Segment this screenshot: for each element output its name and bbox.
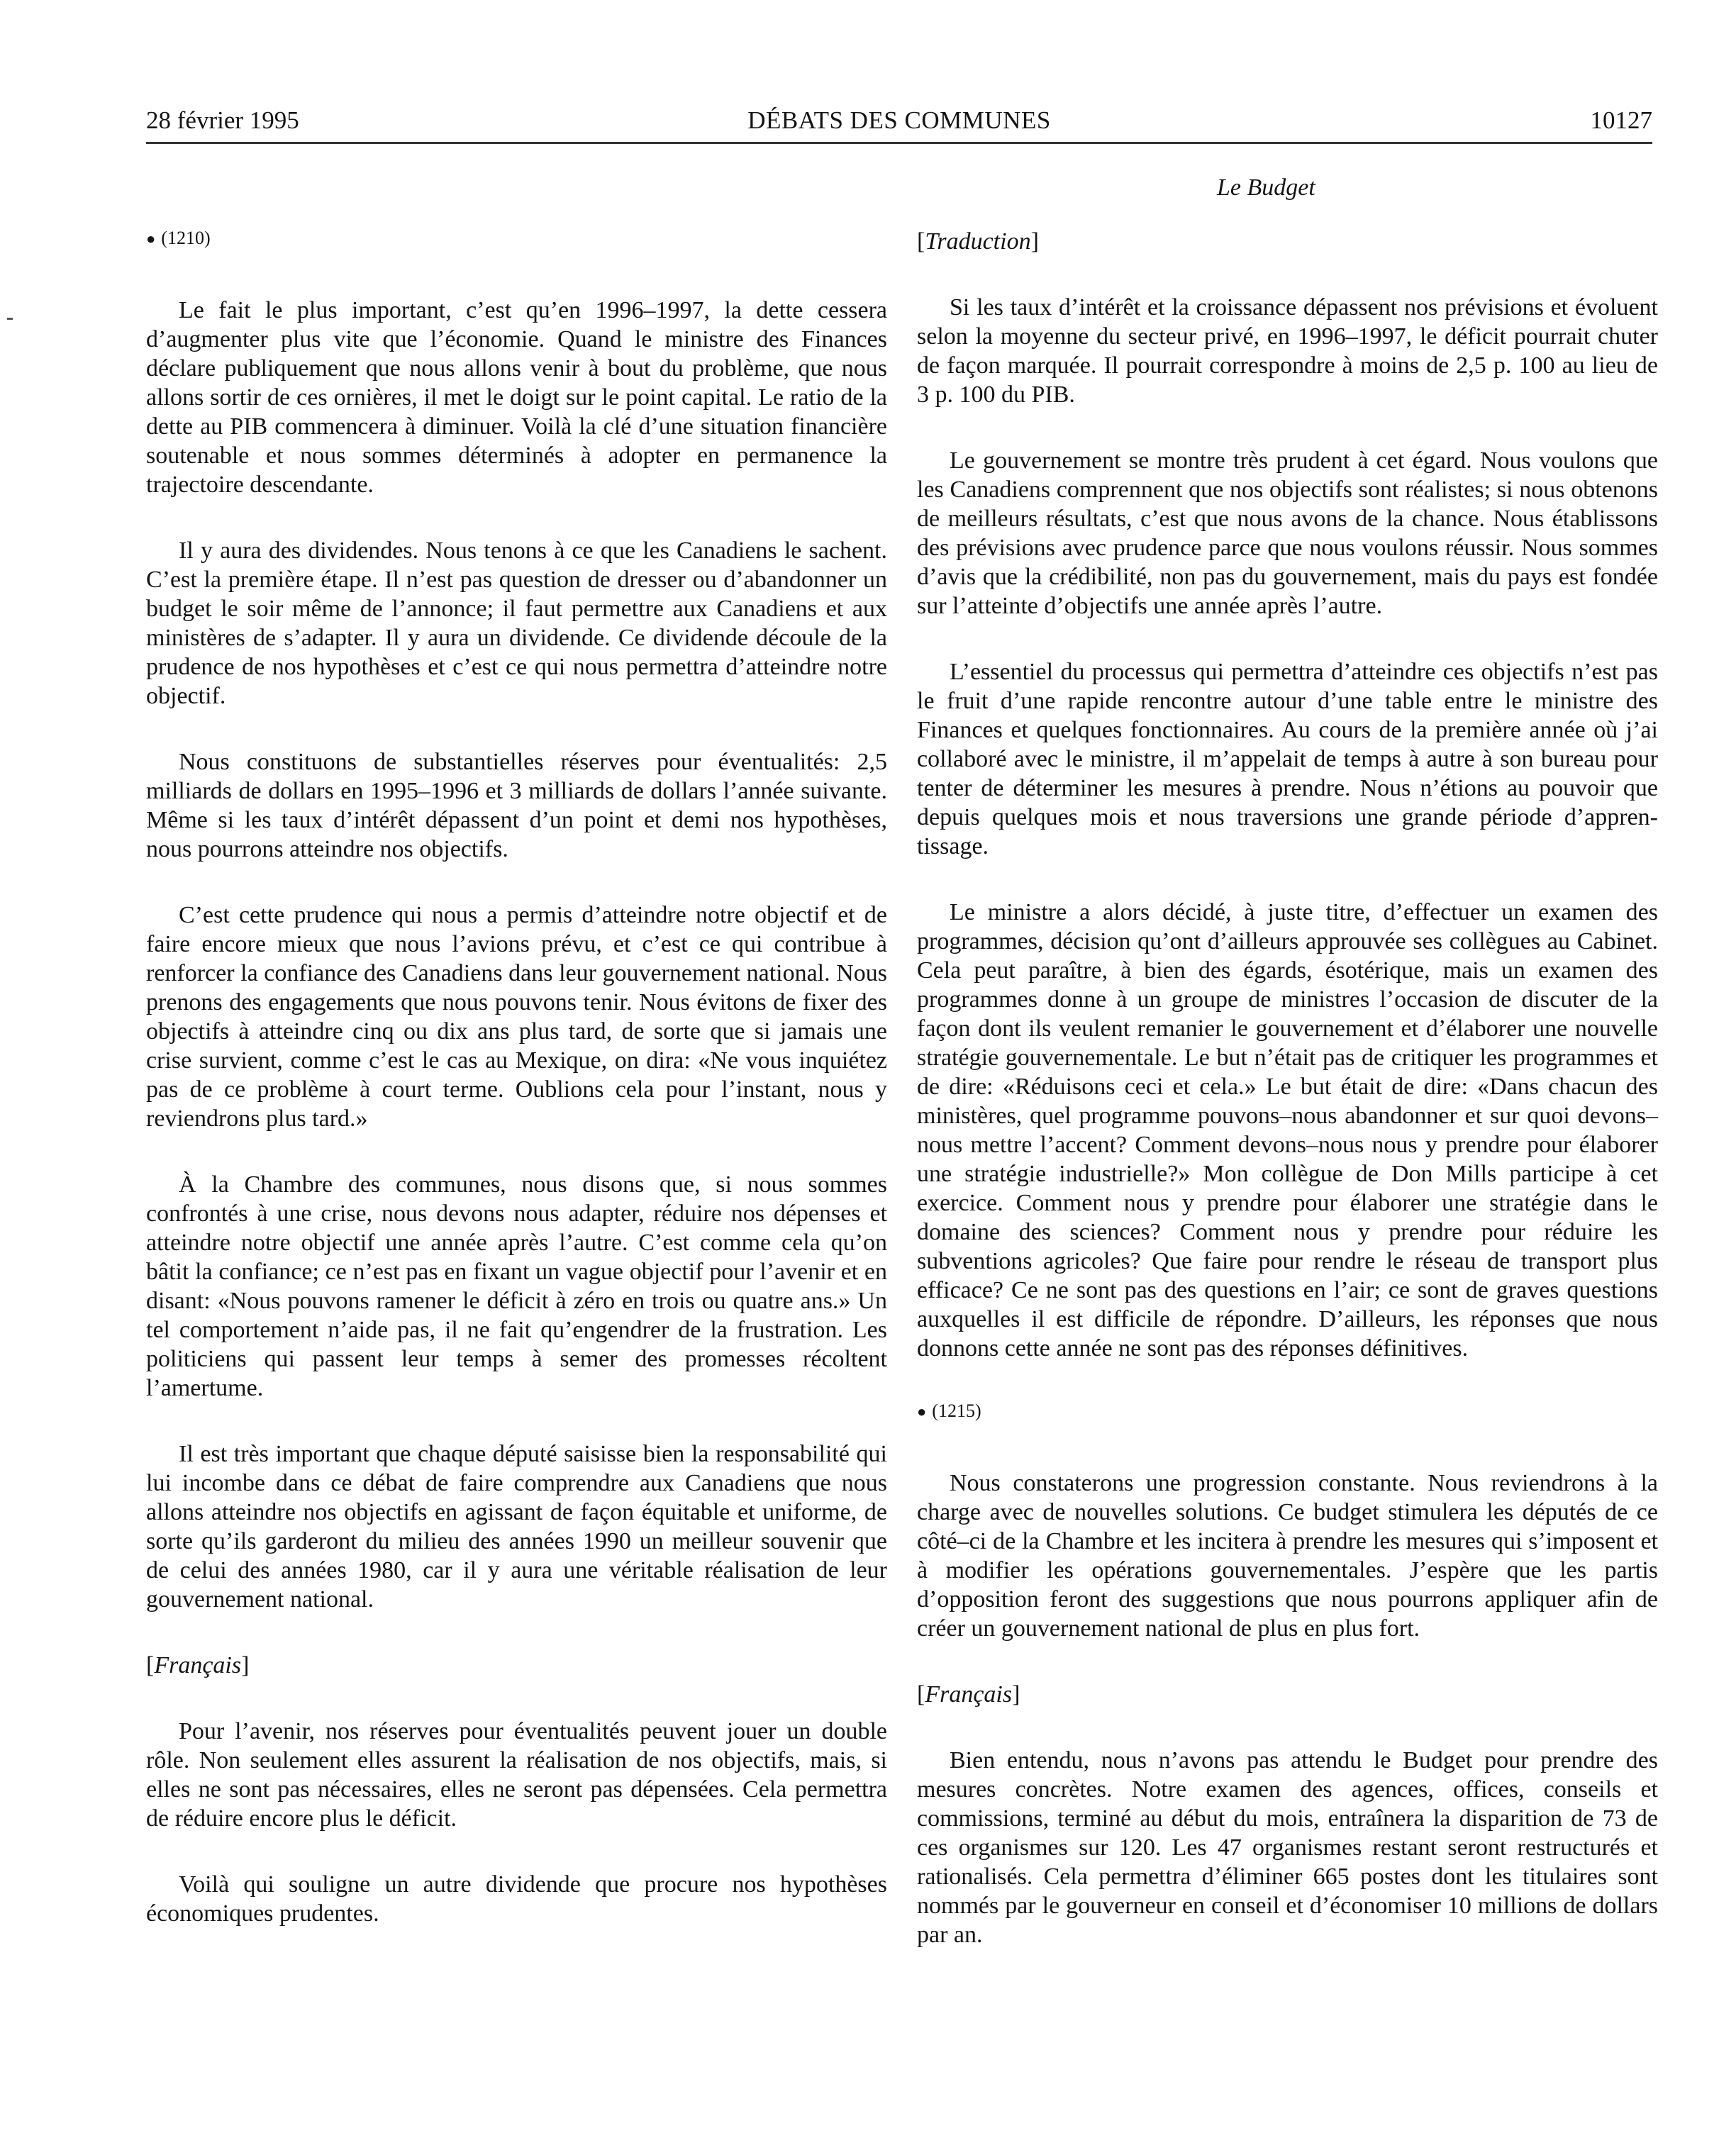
- language-label: [Traduction]: [917, 228, 1039, 255]
- paragraph: Nous constituons de substantielles réserves pour éventualités: 2,5 milliards de dollars en 1995–1996 et 3 milliards de dollars l’année suivante. Même si les taux d’intérêt dépassent d’un point et demi nos hypothèses, nous pourrons atteindre nos objectifs.: [146, 749, 887, 862]
- time-marker: [917, 1400, 1658, 1423]
- time-marker-text: (1215): [932, 1400, 981, 1421]
- right-column: [917, 227, 1658, 1986]
- time-marker: [146, 227, 887, 250]
- language-label: [Français]: [146, 1652, 250, 1678]
- left-column: [146, 227, 887, 1965]
- running-head: Le Budget: [1217, 174, 1315, 201]
- bullet-icon: ●: [146, 230, 156, 247]
- language-label-text: Français: [925, 1681, 1013, 1708]
- header-title: DÉBATS DES COMMUNES: [747, 106, 1051, 134]
- language-label: [Français]: [917, 1681, 1020, 1708]
- paragraph: Voilà qui souligne un autre dividende que procure nos hypothèses économiques prudentes.: [146, 1871, 887, 1927]
- bullet-icon: ●: [917, 1403, 927, 1420]
- paragraph: Le ministre a alors décidé, à juste titre, d’effectuer un examen des programmes, décision qu’ont d’ailleurs approuvée ses collègues au Cabinet. Cela peut paraître, à bien des égards, ésotérique, mais un examen des programmes donne à un groupe de ministres l’occasion de discuter de la façon dont ils veulent remanier le gouvernement et d’élaborer une nouvelle stratégie gouvernementale. Le but n’était pas de critiquer les programmes et de dire: «Réduisons ceci et cela.» Le but était de dire: «Dans chacun des ministères, quel programme pouvons–nous abandonner et sur quoi devons–nous mettre l’accent? Comment devons–nous nous y prendre pour élaborer une stratégie industrielle?» Mon collègue de Don Mills participe à cet exercice. Comment nous y prendre pour élaborer une stratégie dans le domaine des sciences? Comment nous y prendre pour réduire les subventions agricoles? Que faire pour rendre le réseau de transport plus efficace? Ce ne sont pas des questions en l’air; ce sont de graves questions auxquelles il est difficile de répondre. D’ailleurs, les réponses que nous donnons cette année ne sont pas des réponses définitives.: [917, 899, 1658, 1361]
- paragraph: Le gouvernement se montre très prudent à cet égard. Nous voulons que les Canadiens comprennent que nos objectifs sont réalistes; si nous obtenons de meilleurs résultats, c’est que nous avons de la chance. Nous établissons des prévisions avec prudence parce que nous voulons réussir. Nous sommes d’avis que la crédibilité, non pas du gouvernement, mais du pays est fondée sur l’atteinte d’objectifs une année après l’autre.: [917, 447, 1658, 619]
- paragraph: L’essentiel du processus qui permettra d’atteindre ces objectifs n’est pas le fruit d’une rapide rencontre autour d’une table entre le ministre des Finances et quelques fonctionnaires. Au cours de la première année où j’ai collaboré avec le ministre, il m’appelait de temps à autre à son bureau pour tenter de déterminer les mesures à prendre. Nous n’étions au pouvoir que depuis quelques mois et nous traversions une grande période d’apprentissage.: [917, 659, 1658, 859]
- paragraph: À la Chambre des communes, nous disons que, si nous sommes confrontés à une crise, nous devons nous adapter, réduire nos dépenses et atteindre notre objectif une année après l’autre. C’est comme cela qu’on bâtit la confiance; ce n’est pas en fixant un vague objectif pour l’avenir et en disant: «Nous pouvons ramener le déficit à zéro en trois ou quatre ans.» Un tel comportement n’aide pas, il ne fait qu’engendrer de la frustration. Les politiciens qui passent leur temps à semer des promesses récoltent l’amertume.: [146, 1171, 887, 1401]
- paragraph: Si les taux d’intérêt et la croissance dépassent nos prévisions et évoluent selon la moyenne du secteur privé, en 1996–1997, le déficit pourrait chuter de façon marquée. Il pourrait correspondre à moins de 2,5 p. 100 au lieu de 3 p. 100 du PIB.: [917, 294, 1658, 408]
- margin-mark: [7, 318, 13, 320]
- language-label-text: Traduction: [925, 228, 1031, 255]
- header-date: 28 février 1995: [146, 106, 299, 134]
- paragraph: Il est très important que chaque député saisisse bien la responsabilité qui lui incombe dans ce débat de faire comprendre aux Canadiens que nous allons atteindre nos objectifs en agissant de façon équitable et uniforme, de sorte qu’ils garderont du milieu des années 1990 un meilleur souvenir que de celui des années 1980, car il y aura une véritable réalisation de leur gouvernement national.: [146, 1441, 887, 1612]
- paragraph: Le fait le plus important, c’est qu’en 1996–1997, la dette cessera d’augmenter plus vite que l’économie. Quand le ministre des Finances déclare publiquement que nous allons venir à bout du problème, que nous allons sortir de ces ornières, il met le doigt sur le point capital. Le ratio de la dette au PIB commencera à diminuer. Voilà la clé d’une situation financière soutenable et nous sommes déterminés à adopter en permanence la trajectoire descendante.: [146, 297, 887, 498]
- language-label-text: Français: [154, 1652, 242, 1678]
- paragraph: Bien entendu, nous n’avons pas attendu le Budget pour prendre des mesures concrètes. Notre examen des agences, offices, conseils et commissions, terminé au début du mois, entraînera la disparition de 73 de ces organismes sur 120. Les 47 organismes restant seront restructurés et rationalisés. Cela permettra d’éliminer 665 postes dont les titulaires sont nommés par le gouverneur en conseil et d’économiser 10 millions de dollars par an.: [917, 1747, 1658, 1948]
- paragraph: Il y aura des dividendes. Nous tenons à ce que les Canadiens le sachent. C’est la première étape. Il n’est pas question de dresser ou d’abandonner un budget le soir même de l’annonce; il faut permettre aux Canadiens et aux ministères de s’adapter. Il y aura un dividende. Ce dividende découle de la prudence de nos hypothèses et c’est ce qui nous permettra d’atteindre notre objectif.: [146, 538, 887, 709]
- time-marker-text: (1210): [161, 228, 211, 248]
- page-header: [146, 99, 1652, 142]
- paragraph: Nous constaterons une progression constante. Nous reviendrons à la charge avec de nouvelles solutions. Ce budget stimulera les députés de ce côté–ci de la Chambre et les incitera à prendre les mesures qui s’imposent et à modifier les opérations gouvernementales. J’espère que les partis d’opposition feront des suggestions que nous pourrons appliquer afin de créer un gouvernement national de plus en plus fort.: [917, 1470, 1658, 1642]
- paragraph: C’est cette prudence qui nous a permis d’atteindre notre objectif et de faire encore mieux que nous l’avions prévu, et c’est ce qui contribue à renforcer la confiance des Canadiens dans leur gouvernement national. Nous prenons des engagements que nous pouvons tenir. Nous évitons de fixer des objectifs à atteindre cinq ou dix ans plus tard, de sorte que si jamais une crise survient, comme c’est le cas au Mexique, on dira: «Ne vous inquiétez pas de ce problème à court terme. Oublions cela pour l’instant, nous y reviendrons plus tard.»: [146, 902, 887, 1132]
- paragraph: Pour l’avenir, nos réserves pour éventualités peuvent jouer un double rôle. Non seulement elles assurent la réalisation de nos objectifs, mais, si elles ne sont pas nécessaires, elles ne seront pas dépensées. Cela permettra de réduire encore plus le déficit.: [146, 1718, 887, 1832]
- header-page-number: 10127: [1590, 106, 1652, 134]
- header-rule: [146, 142, 1652, 144]
